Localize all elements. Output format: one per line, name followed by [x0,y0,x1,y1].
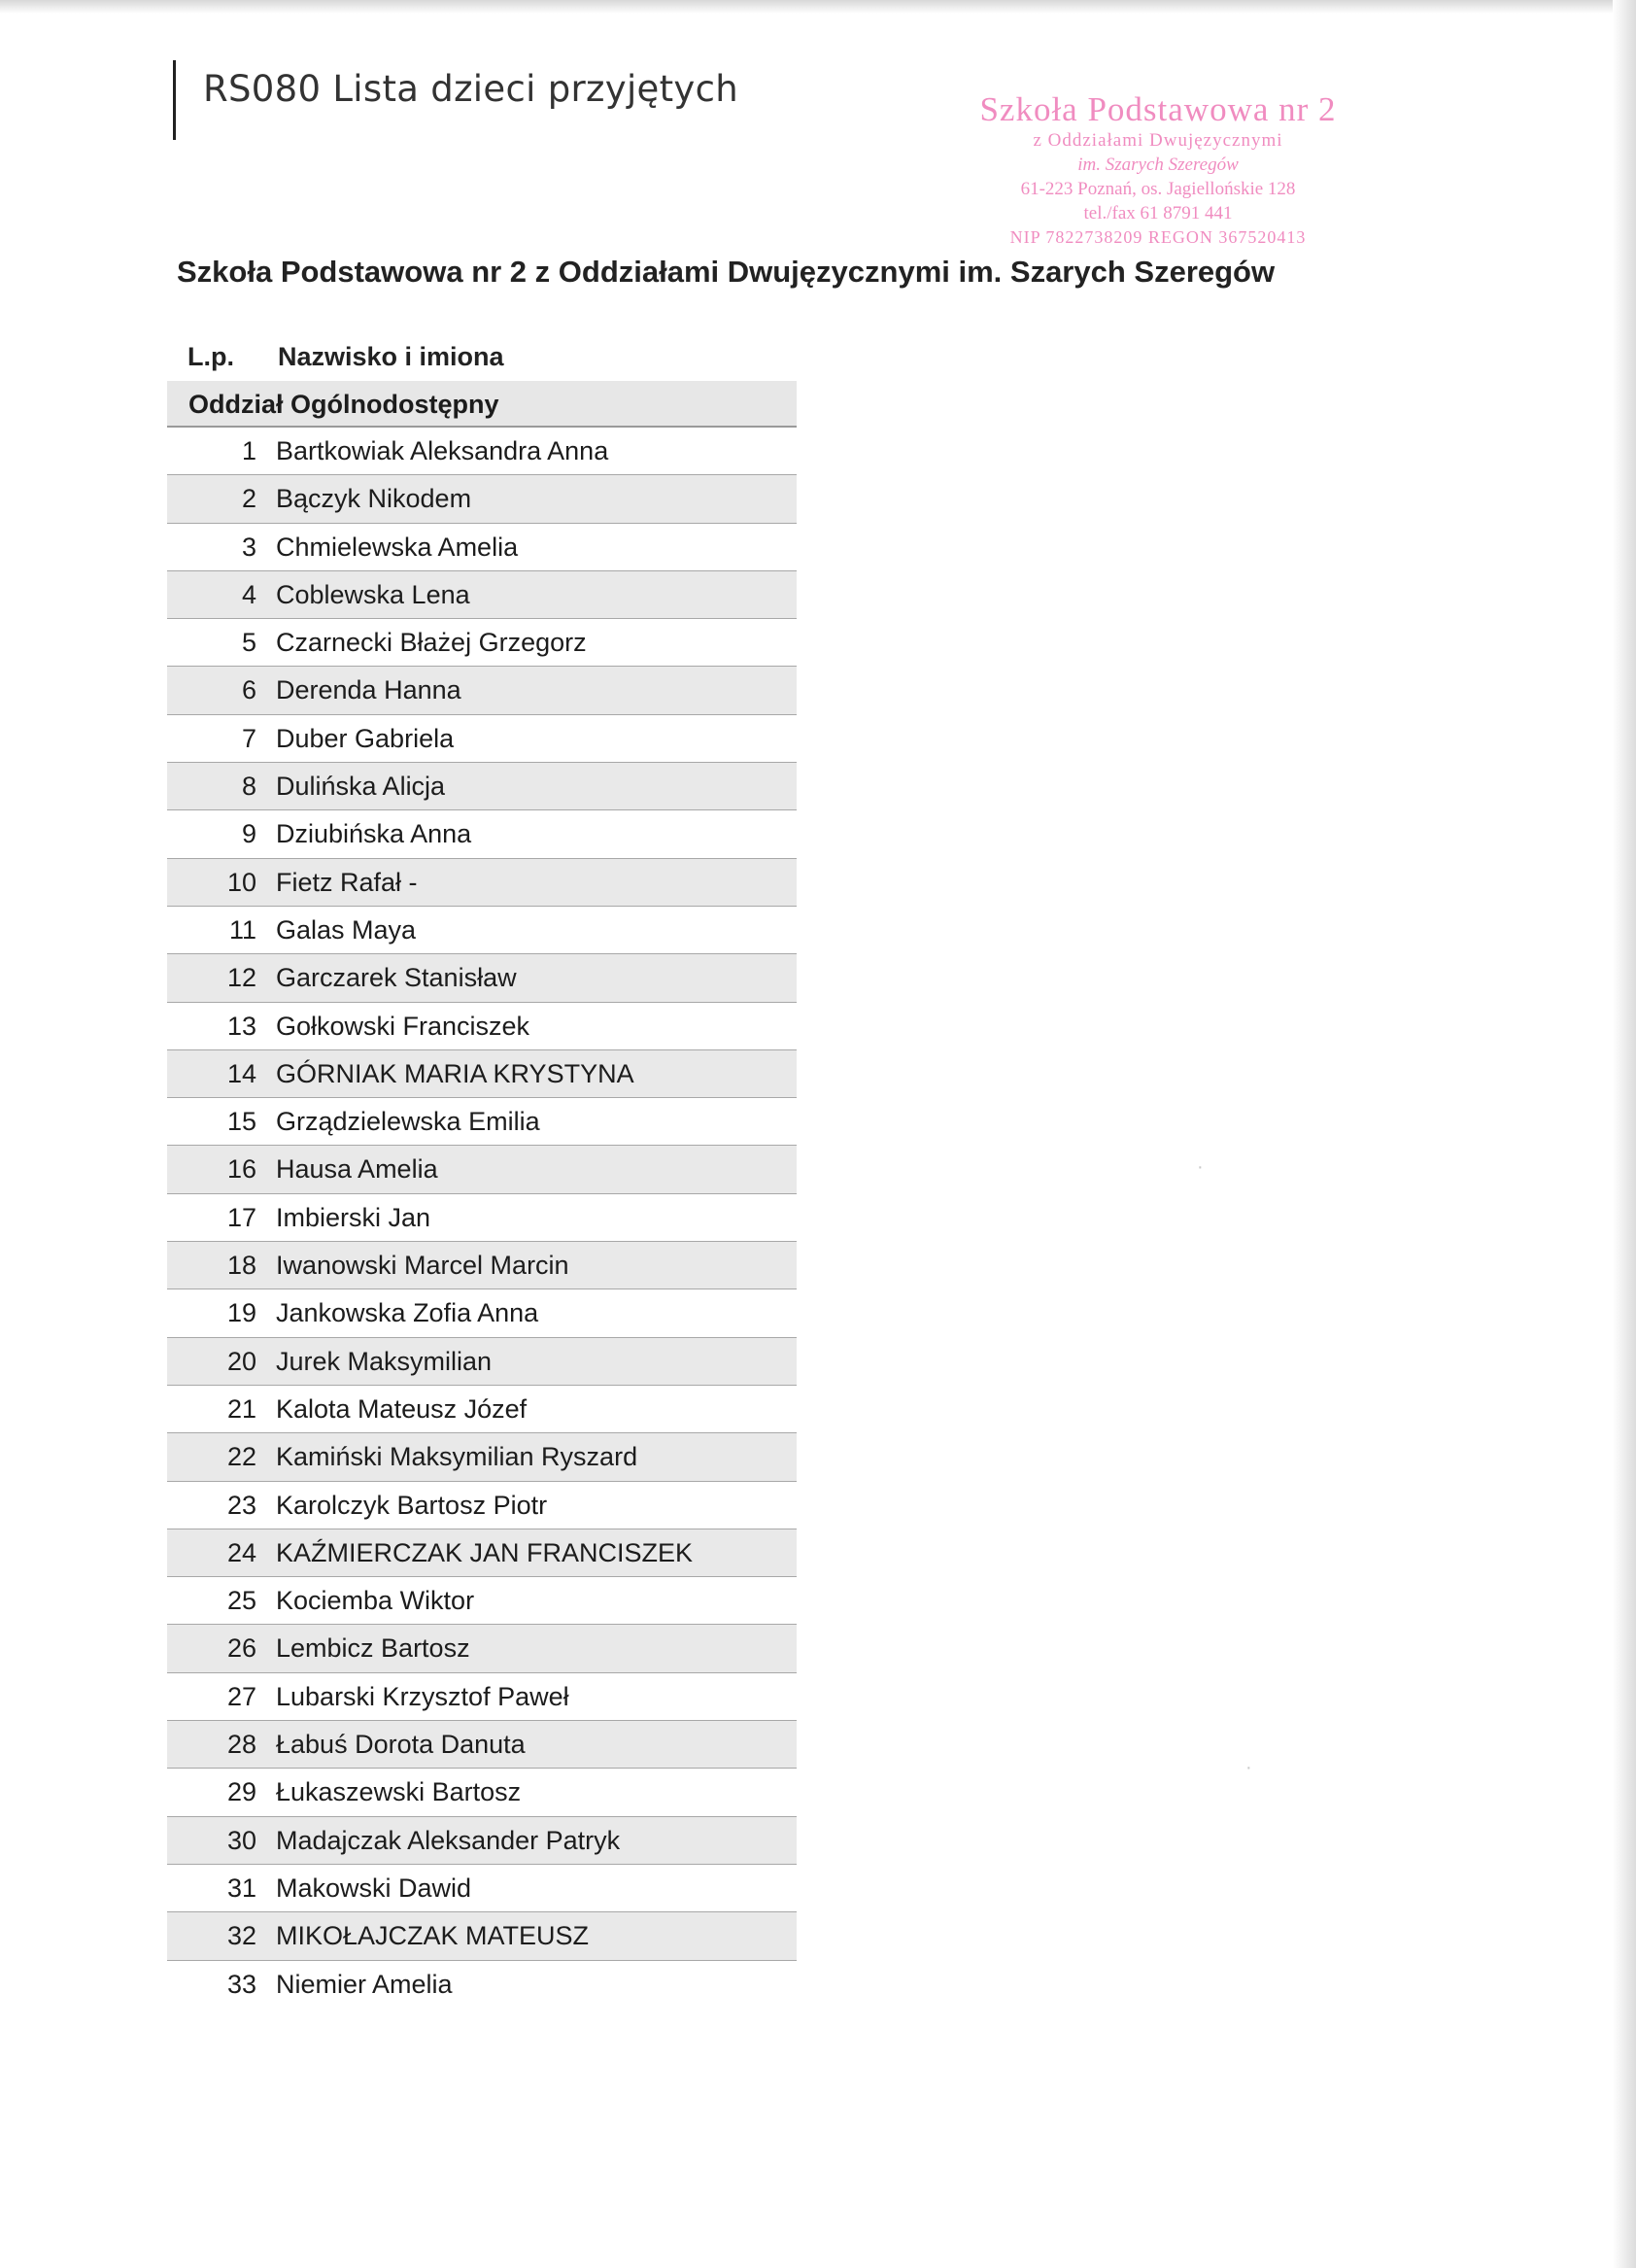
child-name: Duber Gabriela [276,723,455,753]
row-number: 13 [226,1011,256,1041]
child-name: Łabuś Dorota Danuta [276,1730,526,1760]
row-number: 21 [226,1393,256,1424]
table-row [167,954,797,1002]
row-number: 22 [226,1442,256,1472]
child-name: Grządzielewska Emilia [276,1107,540,1137]
child-name: Czarnecki Błażej Grzegorz [276,628,587,658]
children-list-table [167,381,797,2009]
table-row [167,1769,797,1816]
row-number: 4 [241,579,256,609]
child-name: Derenda Hanna [276,675,461,705]
table-row [167,1529,797,1577]
child-name: GÓRNIAK MARIA KRYSTYNA [276,1058,634,1088]
child-name: Bączyk Nikodem [276,484,472,514]
table-row [167,1194,797,1242]
stamp-line: 61-223 Poznań, os. Jagiellońskie 128 [1020,179,1296,199]
table-row [167,667,797,714]
child-name: Gołkowski Franciszek [276,1011,530,1041]
row-number: 18 [226,1251,256,1281]
table-row [167,859,797,907]
table-row [167,619,797,667]
child-name: Niemier Amelia [276,1969,453,1999]
child-name: Iwanowski Marcel Marcin [276,1251,569,1281]
stamp-line: im. Szarych Szeregów [1077,155,1239,175]
child-name: Jurek Maksymilian [276,1346,493,1376]
row-number: 10 [226,867,256,897]
row-number: 30 [226,1825,256,1855]
column-header-name: Nazwisko i imiona [278,342,504,371]
row-number: 23 [226,1490,256,1520]
child-name: Dziubińska Anna [276,819,472,849]
row-number: 14 [226,1058,256,1088]
table-row [167,524,797,571]
row-number: 16 [226,1154,256,1185]
child-name: Kamiński Maksymilian Ryszard [276,1442,638,1472]
school-stamp [935,91,1381,250]
child-name: Chmielewska Amelia [276,532,519,562]
row-number: 26 [226,1633,256,1664]
child-name: Coblewska Lena [276,579,470,609]
scan-edge-right [1613,0,1636,2268]
child-name: KAŹMIERCZAK JAN FRANCISZEK [276,1537,694,1567]
row-number: 28 [226,1730,256,1760]
row-number: 27 [226,1681,256,1711]
table-row [167,1289,797,1337]
scan-speck: · [1245,1757,1252,1778]
table-row [167,1338,797,1386]
row-number: 12 [226,963,256,993]
table-row [167,1003,797,1050]
scan-speck: · [1197,1156,1204,1178]
child-name: Hausa Amelia [276,1154,438,1185]
table-row [167,715,797,763]
stamp-line: NIP 7822738209 REGON 367520413 [1009,227,1307,247]
child-name: Fietz Rafał - [276,867,418,897]
child-name: MIKOŁAJCZAK MATEUSZ [276,1921,590,1951]
row-number: 31 [226,1873,256,1903]
stamp-line: Szkoła Podstawowa nr 2 [979,90,1337,128]
child-name: Bartkowiak Aleksandra Anna [276,436,609,465]
row-number: 9 [241,819,256,849]
table-row [167,1961,797,2009]
table-row [167,1865,797,1912]
school-name-heading: Szkoła Podstawowa nr 2 z Oddziałami Dwujęzycznymi im. Szarych Szeregów [177,255,1276,289]
row-number: 19 [226,1298,256,1328]
row-number: 25 [226,1586,256,1616]
child-name: Kalota Mateusz Józef [276,1393,528,1424]
table-row [167,1386,797,1433]
row-number: 6 [241,675,256,705]
row-number: 33 [226,1969,256,1999]
child-name: Jankowska Zofia Anna [276,1298,539,1328]
child-name: Łukaszewski Bartosz [276,1777,522,1807]
child-name: Karolczyk Bartosz Piotr [276,1490,548,1520]
column-header-lp: L.p. [187,342,234,371]
row-number: 11 [228,914,256,945]
row-number: 32 [226,1921,256,1951]
row-number: 29 [226,1777,256,1807]
table-row [167,1721,797,1769]
table-row [167,1817,797,1865]
row-number: 2 [241,484,256,514]
child-name: Makowski Dawid [276,1873,472,1903]
table-row [167,1098,797,1146]
row-number: 24 [226,1537,256,1567]
child-name: Garczarek Stanisław [276,963,517,993]
table-row [167,1912,797,1960]
document-title: RS080 Lista dzieci przyjętych [203,68,738,110]
section-header: Oddział Ogólnodostępny [167,381,797,428]
table-row [167,1577,797,1625]
row-number: 1 [241,436,256,465]
stamp-line: tel./fax 61 8791 441 [1083,203,1233,223]
table-row [167,1482,797,1529]
table-row [167,1050,797,1098]
child-name: Imbierski Jan [276,1202,431,1232]
table-row [167,1146,797,1193]
child-name: Dulińska Alicja [276,772,446,802]
child-name: Madajczak Aleksander Patryk [276,1825,621,1855]
child-name: Lubarski Krzysztof Paweł [276,1681,569,1711]
row-number: 3 [241,532,256,562]
table-row [167,810,797,858]
row-number: 15 [226,1107,256,1137]
table-row [167,1433,797,1481]
child-name: Lembicz Bartosz [276,1633,470,1664]
table-row [167,428,797,475]
title-accent-bar [173,60,176,140]
table-row [167,1625,797,1672]
child-name: Kociemba Wiktor [276,1586,475,1616]
row-number: 8 [241,772,256,802]
row-number: 7 [241,723,256,753]
table-row [167,1673,797,1721]
scan-edge-top [0,0,1636,14]
row-number: 17 [226,1202,256,1232]
table-row [167,1242,797,1289]
child-name: Galas Maya [276,914,417,945]
row-number: 5 [241,628,256,658]
table-row [167,571,797,619]
row-number: 20 [226,1346,256,1376]
table-row [167,907,797,954]
table-body [167,428,797,2009]
table-row [167,763,797,810]
stamp-line: z Oddziałami Dwujęzycznymi [1033,130,1283,151]
table-row [167,475,797,523]
